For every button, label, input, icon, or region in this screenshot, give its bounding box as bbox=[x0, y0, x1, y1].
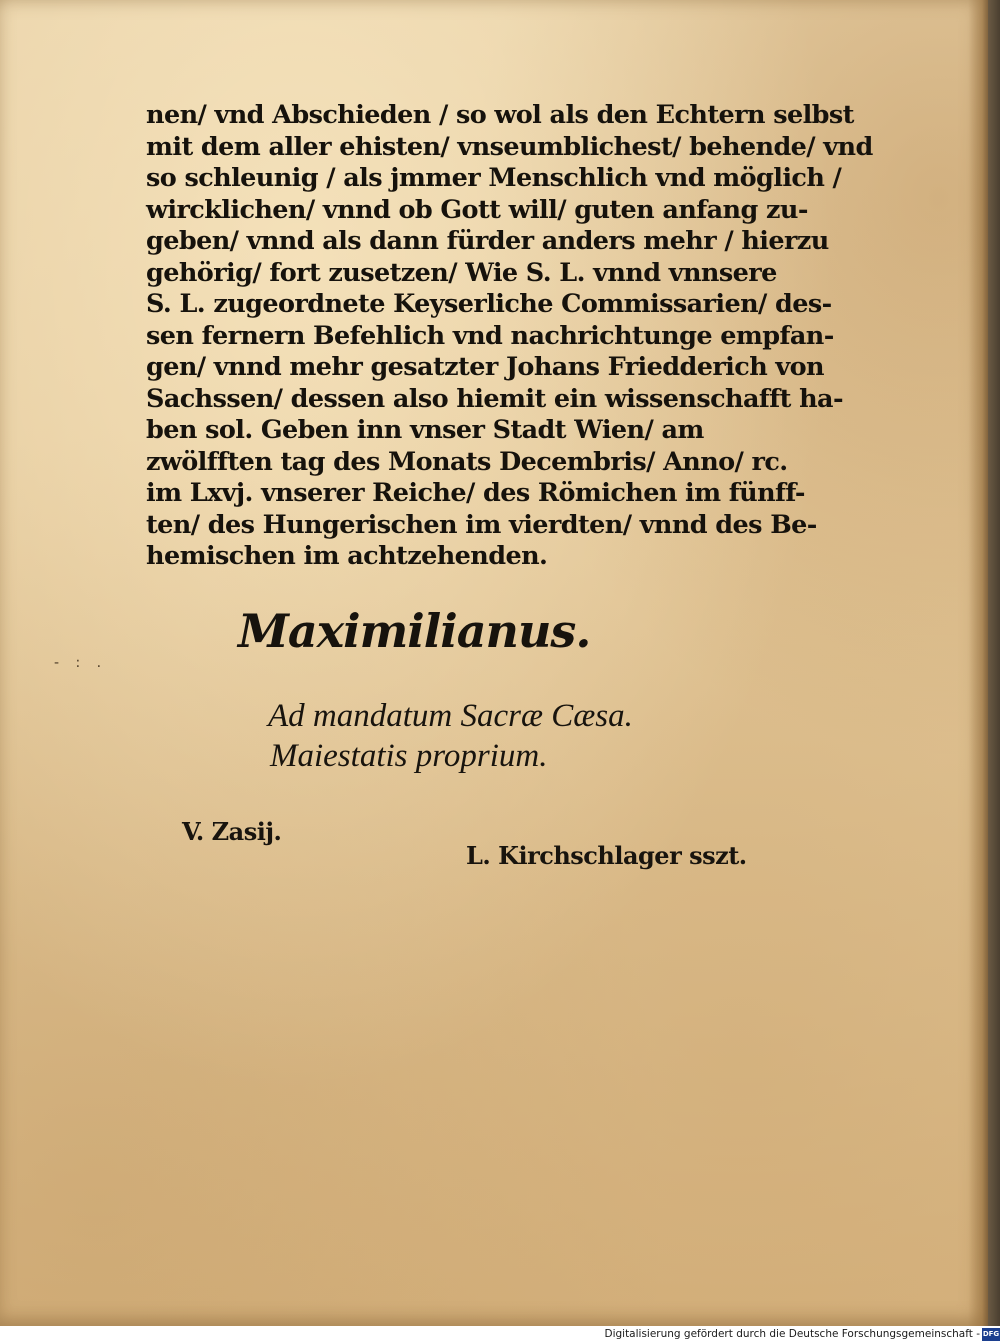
body-line: so schleunig / als jmmer Menschlich vnd möglich / bbox=[146, 163, 842, 193]
body-text bbox=[146, 100, 873, 573]
body-line: mit dem aller ehisten/ vnseumblichest/ behende/ vnd bbox=[146, 131, 873, 162]
body-line: gehörig/ fort zusetzen/ Wie S. L. vnnd vnnsere bbox=[146, 257, 777, 288]
body-line: nen/ vnd Abschieden / so wol als den Echtern selbst bbox=[146, 100, 854, 130]
body-line: zwölfften tag des Monats Decembris/ Anno/ rc. bbox=[146, 446, 788, 477]
body-line: geben/ vnnd als dann fürder anders mehr / hierzu bbox=[146, 226, 829, 256]
latin-line: Maiestatis proprium. bbox=[270, 738, 548, 774]
latin-line: Ad mandatum Sacræ Cæsa. bbox=[268, 698, 633, 734]
body-line: S. L. zugeordnete Keyserliche Commissarien/ des- bbox=[146, 289, 832, 319]
latin-mandate bbox=[268, 696, 633, 776]
countersignature-left: V. Zasij. bbox=[182, 817, 282, 846]
countersignature-right: L. Kirchschlager sszt. bbox=[466, 841, 747, 870]
page-spine-shadow bbox=[968, 0, 988, 1326]
body-line: im Lxvj. vnserer Reiche/ des Römichen im fünff- bbox=[146, 478, 805, 508]
body-line: ten/ des Hungerischen im vierdten/ vnnd des Be- bbox=[146, 509, 817, 540]
dfg-logo-icon: DFG bbox=[982, 1328, 1000, 1341]
margin-marks: - : . bbox=[54, 655, 108, 671]
scan-edge bbox=[988, 0, 1000, 1326]
body-line: gen/ vnnd mehr gesatzter Johans Friedderich von bbox=[146, 352, 824, 382]
imperial-signature: Maximilianus. bbox=[238, 604, 591, 658]
body-line: hemischen im achtzehenden. bbox=[146, 541, 548, 571]
body-line: ben sol. Geben inn vnser Stadt Wien/ am bbox=[146, 415, 704, 445]
body-line: sen fernern Befehlich vnd nachrichtunge empfan- bbox=[146, 320, 834, 351]
funding-credit: Digitalisierung gefördert durch die Deutsche Forschungsgemeinschaft - bbox=[604, 1328, 980, 1340]
body-line: wircklichen/ vnnd ob Gott will/ guten anfang zu- bbox=[146, 194, 808, 225]
body-line: Sachssen/ dessen also hiemit ein wissenschafft ha- bbox=[146, 383, 843, 414]
